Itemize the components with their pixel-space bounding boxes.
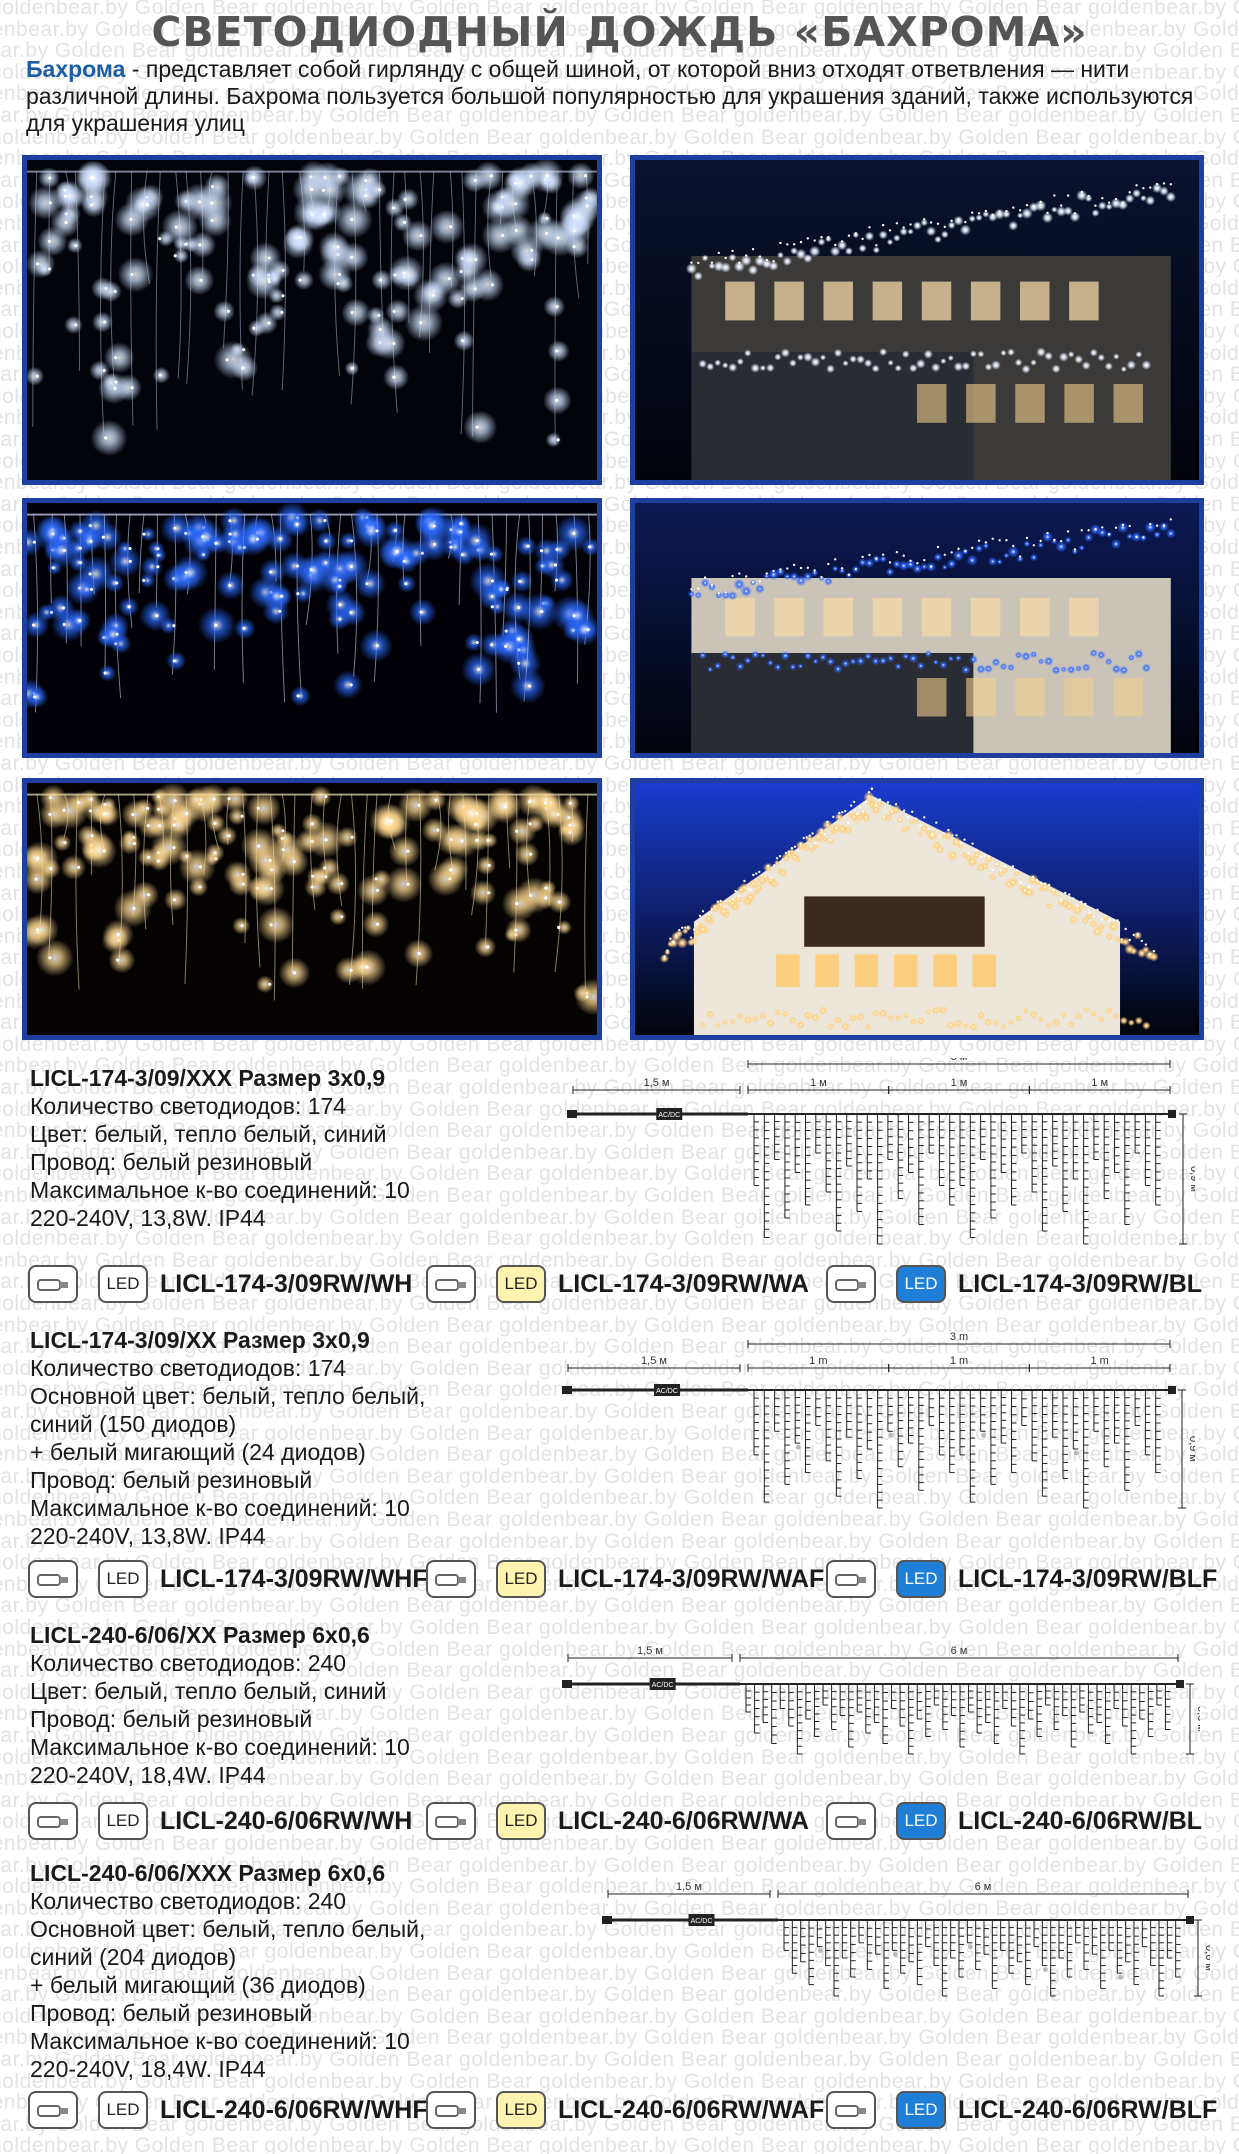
flash-led-marker [1118,1975,1123,1980]
dimension-label: 1 m [809,1355,828,1367]
height-label: 0,6 [1203,1945,1210,1961]
watermark-row: Gold [1192,212,1239,235]
dimension-label: 6 м [950,1645,968,1657]
dimension-label: 1 m [1090,1355,1109,1367]
flash-led-marker [981,1433,986,1438]
watermark-row: Gold [1192,989,1239,1013]
watermark-row: ar.by Golden Bear goldenbear.by Golden Bear goldenbear.by Golden Bear goldenbear.by Golden Bear goldenbear.by Golden B [0,1724,1239,1747]
dimension-label: 1,5 м [676,1881,702,1893]
spec-header: LICL-174-3/09/XXX Размер 3х0,9 [30,1065,386,1091]
watermark-row: nbear.by Golden Bear goldenbear.by Golden Bear goldenbear.by Golden Bear goldenbear.by Golden Bear goldenbear.by Gold [3,1767,1239,1791]
product-code: LICL-240-6/06RW/WA [558,1807,809,1835]
watermark-row: ar. Golden Bear goldenbear.by Golden Golden Bear goldenbear.by Bear goldenbear.by Golden B [0,1270,1239,1294]
plug-icon [28,1802,78,1840]
height-label: 0,6 [1195,1706,1200,1722]
watermark-row: goldenbear.by Golden Bear goldenbear.by Golden Bear goldenbear.by Golden Bear goldenbear.by Golden Bear goldenbear.by [0,1875,1227,1899]
watermark-row: goldenbear.by [539,644,678,667]
intro-keyword: Бахрома [26,56,126,82]
product-code: LICL-240-6/06RW/BL [958,1807,1203,1835]
watermark-row: Gold [1192,600,1239,624]
diagram-2 [560,1322,1195,1522]
product-code: LICL-174-3/09RW/WH [160,1270,413,1298]
watermark-row: B [1229,816,1239,840]
watermark-row: ar.by Golden Bear goldenbear.by Golden Bear goldenbear.by Golden Bear goldenbear.by Golden Bear goldenbear.by Golden B [0,1464,1239,1488]
watermark-row: goldenbear.by [539,903,678,927]
watermark-row: goldenbear.by [539,449,678,473]
page-title: СВЕТОДИОДНЫЙ ДОЖДЬ «БАХРОМА» [151,8,1088,56]
flash-led-marker [1043,1967,1048,1972]
watermark-row: B [1229,557,1239,581]
spec-line: Количество светодиодов: 240 [30,1888,347,1914]
led-badge: LED [896,1802,946,1840]
spec-block-4 [30,1859,470,2083]
watermark-row: ar.by Golden Bear goldenbear.by Golden Bear goldenbear.by Golden Bear goldenbear.by Golden Bear goldenbear.by Golden B [0,1659,1239,1683]
plug-icon [826,1265,876,1303]
watermark-row: goldenbear.by Golden Bear goldenbear.by Golden Bear goldenbear.by Golden Bear goldenbear.by Golden Bear goldenbear.by [0,1356,1227,1380]
spec-header: LICL-174-3/09/XX Размер 3х0,9 [30,1327,370,1353]
product-code: LICL-240-6/06RW/WHF [160,2096,428,2124]
spec-line: 220-240V, 18,4W. IP44 [30,1762,266,1788]
watermark-row: Gold [1192,924,1239,948]
watermark-row: ar.by Golden Bear goldenbear.by Golden Bear goldenbear.by Golden Bear goldenbear.by Golden Bear goldenbear.by Golden B [0,2048,1239,2071]
watermark-row: goldenbear.by Golden Bear goldenbear.by Golden Bear goldenbear.by Golden Bear goldenbear.by Golden Bear goldenbear.by [0,1227,1227,1251]
watermark-row: B [1229,492,1239,516]
watermark-row: nbear.by Golden Bear goldenbear.by Golden Bear goldenbear.by Golden Bear goldenbear.by Golden Bear goldenbear.by Gold [3,1832,1239,1855]
led-badge: LED [496,2091,546,2129]
watermark-row: goldenbear.by [539,514,678,538]
watermark-row: ar.by Golden Bear goldenbear.by Golden Bear goldenbear.by Golden Bear goldenbear.by Golden Bear goldenbear.by Golden B [0,1529,1239,1553]
spec-block-3 [30,1621,470,1789]
watermark-row: ar.by Golden Bear goldenbear.by Golden Bear goldenbear.by Golden Bear goldenbear.by Golden Bear goldenbear.by Golden B [0,1853,1239,1877]
watermark-row: nbear.by Golden Bear goldenbear.by Golden Bear goldenbear.by Golden Bear goldenbear.by Golden Bear goldenbear.by Gold [3,1313,1239,1337]
spec-line: Основной цвет: белый, тепло белый, [30,1383,426,1409]
watermark-row: ar.by Golden Bear goldenbear.by Golden Bear goldenbear.by Golden Bear goldenbear.by Golden Bear goldenbear.by Golden B [0,1594,1239,1618]
spec-line: Количество светодиодов: 174 [30,1355,347,1381]
plug-icon [28,1265,78,1303]
led-badge: LED [98,1560,148,1598]
flash-led-marker [796,1445,801,1450]
watermark-row: Golden Bear goldenbear.by goldenbear.by Golden Bear goldenbear.by Golden Bear goldenbear.by [134,1551,1227,1575]
product-code: LICL-174-3/09RW/WAF [558,1565,825,1593]
flash-led-marker [893,1952,898,1957]
product-code: LICL-240-6/06RW/BLF [958,2096,1218,2124]
product-code: LICL-174-3/09RW/WA [558,1270,809,1298]
watermark-row: B [1229,881,1239,905]
spec-line: + белый мигающий (24 диодов) [30,1439,366,1465]
plug-icon [426,1265,476,1303]
watermark-row: nbear.by Golden Bear goldenbear.by Golden Bear goldenbear.by Golden Bear goldenbear.by Golden Bear goldenbear.by Gold [3,1896,1239,1920]
spec-line: 220-240V, 18,4W. IP44 [30,2056,266,2082]
photo-building-blue [630,498,1204,758]
spec-line: Максимальное к-во соединений: 10 [30,1734,410,1760]
watermark-row: goldenbear.by Golden Bear goldenbear.by Golden Bear goldenbear.by Golden Bear goldenbear.by Golden Bear goldenbear.by [0,1032,1227,1056]
watermark-row: goldenbear.by [539,773,678,797]
watermark-row: nbear.by Golden Bear goldenbear.by Golden Bear goldenbear.by Golden Bear goldenbear.by Golden Bear goldenbear.by Gold [3,1637,1239,1661]
watermark-row: nbear.by Golden Bear goldenbear.by Golden Bear goldenbear.by Golden Bear goldenbear.by Golden Bear goldenbear.by Gold [3,1508,1239,1531]
watermark-row: B [1229,946,1239,970]
plug-icon [426,1802,476,1840]
watermark-row: Gold [1192,471,1239,495]
watermark-row: Gold [1192,795,1239,819]
watermark-row: goldenbear.by Golden Bear goldenbear.by Golden Bear goldenbear.by Golden Bear goldenbear.by Golden Bear goldenbear.by [0,1940,1227,1963]
watermark-row: nbear.by Golden Bear goldenbear.by Golden Bear goldenbear.by Golden Bear goldenbear.by Golden Bear goldenbear.by Gold [3,1119,1239,1143]
spec-line: Максимальное к-во соединений: 10 [30,1177,410,1203]
watermark-row: ar.by Golden Bear goldenbear.by Golden Bear goldenbear.by Golden Bear goldenbear.by Golden Bear goldenbear.by Golden B [0,1918,1239,1942]
plug-icon [28,1560,78,1598]
watermark-row: goldenbear.by [539,968,678,991]
led-badge: LED [896,1560,946,1598]
watermark-row: ar.by Golden Bear goldenbear.by Golden Bear goldenbear.by Golden Bear goldenbear.by Golden Bear goldenbear.by Golden B [0,752,1239,775]
spec-line: Провод: белый резиновый [30,2000,313,2026]
watermark-row: nbear.by Golden Bear goldenbear.by Golden Bear goldenbear.by Golden Bear goldenbear.by Golden Bear goldenbear.by Gold [3,17,1239,41]
watermark-row: goldenbear.by Golden Bear goldenbear.by Golden Bear goldenbear.by Golden Bear goldenbear.by Golden Bear goldenbear.by [0,1421,1227,1445]
led-badge: LED [98,2091,148,2129]
watermark-row: Gold [1192,341,1239,365]
watermark-row: B [1229,298,1239,322]
spec-line: Провод: белый резиновый [30,1706,313,1732]
spec-line: Максимальное к-во соединений: 10 [30,2028,410,2054]
watermark-row: goldenbear.by Golden Bear goldenbear.by Golden Bear goldenbear.by Golden Bear goldenbear.by Golden Bear goldenbear.by [0,2004,1227,2028]
watermark-row: Gold [1192,730,1239,754]
watermark-row: goldenbear.by Golden Bear goldenbear.by Golden Bear goldenbear.by Golden Bear goldenbear.by Golden Bear goldenbear.by [0,1162,1227,1186]
watermark-row: nbear.by Golden Bear goldenbear.by Golden Bear goldenbear.by Golden Bear goldenbear.by Golden Bear goldenbear.by Gold [3,1248,1239,1272]
watermark-row: ar.by Golden Bear goldenbear.by Golden Bear goldenbear.by Golden Bear goldenbear.by Golden Bear goldenbear.by Golden B [0,1788,1239,1812]
watermark-row: ar.by Golden Bear goldenbear.by Golden Bear goldenbear.by Golden Bear goldenbear.by Golden Bear goldenbear.by Golden B [0,1335,1239,1359]
watermark-row: goldenbear.by Golden Bear goldenbear.by Golden Bear goldenbear.by Golden Bear goldenbear.by Golden Bear goldenbear.by [0,125,1227,149]
watermark-row: B [1229,687,1239,711]
product-code: LICL-174-3/09RW/BLF [958,1565,1218,1593]
watermark-row: goldenbear.by Golden Bear goldenbear.by Golden Bear goldenbear.by Golden Bear goldenbear.by Golden Bear goldenbear.by [0,1292,1227,1315]
watermark-row: ar.by Golden Bear goldenbear.by Golden Bear goldenbear.by Golden Bear goldenbear.by Golden Bear goldenbear.by Golden B [0,39,1239,63]
watermark-row: B [1229,168,1239,192]
height-label: 0,9 [1188,1166,1195,1182]
adapter-label: AC/DC [656,1388,678,1395]
watermark-row: Gold [1192,276,1239,300]
flash-led-marker [888,1433,893,1438]
watermark-row: goldenbear.by Golden Bear goldenbear.by Golden Bear goldenbear.by Golden Bear goldenbear.by Golden Bear goldenbear.by [0,2134,1227,2154]
plug-end [562,1386,572,1394]
watermark-row: B [1229,363,1239,387]
watermark-row: ar.by Golden Bear goldenbear.by Golden Bear goldenbear.by Golden Bear goldenbear.by Golden Bear goldenbear.by Golden B [0,1983,1239,2007]
led-badge: LED [496,1560,546,1598]
watermark-row: goldenbear.by [539,579,678,603]
watermark-row: nbear.by Golden Bear goldenbear.by Golden Bear goldenbear.by Golden Bear goldenbear.by Golden Bear goldenbear.by Gold [3,1184,1239,1207]
watermark-row: goldenbear.by Golden Bear goldenbear.by Golden Bear goldenbear.by Golden Bear goldenbear.by Golden Bear goldenbear.by [0,0,1227,19]
product-code: LICL-240-6/06RW/WAF [558,2096,825,2124]
spec-block-1 [30,1064,470,1232]
watermark-row: Gold [1192,147,1239,171]
dimension-label: 1,5 м [643,1077,670,1089]
dimension-label: 1,5 м [637,1645,663,1657]
watermark-row: ar.by Golden Bear goldenbear.by Golden Bear goldenbear.by Golden Bear goldenbear.by Golden Bear goldenbear.by Golden B [0,1400,1239,1423]
dimension-label: 1 м [1091,1077,1109,1089]
watermark-row: ar.by Golden Bear goldenbear.by Golden Bear goldenbear.by Golden Bear goldenbear.by Golden Bear goldenbear.by Golden B [0,1140,1239,1164]
watermark-row: nbear.by Golden Bear goldenbear.by Golden Bear Bear goldenbear.by Golden Bear goldenbear.by Gold [3,1378,1239,1402]
spec-line: Количество светодиодов: 240 [30,1650,347,1676]
plug-icon [826,1802,876,1840]
watermark-row: goldenbear.by [539,190,678,214]
watermark-row: Gold [1192,860,1239,883]
plug-end [562,1680,572,1688]
watermark-row: goldenbear.by Golden Bear goldenbear.by Golden Bear goldenbear.by Golden Bear goldenbear.by Golden Bear goldenbear.by [0,1097,1227,1121]
dimension-label [951,1058,968,1063]
product-code: LICL-174-3/09RW/BL [958,1270,1203,1298]
spec-header: LICL-240-6/06/XX Размер 6х0,6 [30,1622,370,1648]
watermark-row: nbear.by Golden Bear goldenbear.by Golden Bear goldenbear.by Golden Bear goldenbear.by Golden Bear goldenbear.by Gold [3,2026,1239,2050]
plug-icon [426,1560,476,1598]
plug-icon [826,1560,876,1598]
photo-house-warm [630,778,1204,1040]
diagram-1 [565,1058,1195,1258]
watermark-row: ar.by Golden Bear goldenbear.by Golden Bear goldenbear.by Golden Bear goldenbear.by Golden Bear goldenbear.by Golden B [0,104,1239,127]
spec-line: Количество светодиодов: 174 [30,1093,347,1119]
watermark-row: Bear goldenbear.by Golden goldenbear.by Golden Bear Golden Bear goldenbear.by Gold [171,2091,1239,2115]
watermark-row: goldenbear.by [539,320,678,343]
intro-text [26,56,1216,137]
watermark-row: B [1229,428,1239,451]
spec-line: Основной цвет: белый, тепло белый, [30,1916,426,1942]
dimension-label: 1 м [809,1077,827,1089]
adapter-label: AC/DC [658,1112,681,1119]
diagram-3 [560,1644,1200,1769]
led-badge: LED [98,1802,148,1840]
intro-description: - представляет собой гирлянду с общей шиной, от которой вниз отходят ответвления — нити различной длины. Бахрома пользуется большой популярностью для украшения зданий, также используются для украшения улиц [26,56,1194,136]
watermark-row: Bear goldenbear.by Golden goldenbear.by Golden Bear Golden Bear goldenbear.by Gold [171,1572,1239,1596]
spec-line: синий (204 диодов) [30,1944,237,1970]
spec-line: Провод: белый резиновый [30,1467,313,1493]
watermark-row: nbear.by Golden Bear goldenbear.by Golden Bear goldenbear.by Golden Bear goldenbear.by Golden Bear goldenbear.by Gold [3,1702,1239,1726]
watermark-row: goldenbear.by Golden Bear goldenbear.by Golden Bear goldenbear.by Golden Bear goldenbear.by Golden Bear goldenbear.by [0,1616,1227,1639]
dimension-label: 1 m [949,1355,969,1367]
watermark-row: B [1229,233,1239,257]
spec-line: синий (150 диодов) [30,1411,237,1437]
watermark-row: goldenbear.by Golden Bear goldenbear.by Golden Bear goldenbear.by Golden Bear goldenbear.by Golden Bear goldenbear.by [0,60,1227,84]
photo-icicles-white [22,155,602,485]
plug-end [602,1916,612,1924]
flash-led-marker [968,1944,973,1949]
watermark-row: goldenbear.by Golden Bear goldenbear.by Golden Bear goldenbear.by Golden Bear Golden Bear goldenbear.by [0,1680,1227,1704]
led-badge: LED [496,1265,546,1303]
dimension-label: 6 м [974,1881,992,1893]
watermark-row: goldenbear.by Golden Bear goldenbear.by Golden Bear goldenbear.by Golden Bear goldenbear.by Golden Bear goldenbear.by [0,2069,1227,2093]
spec-line: 220-240V, 13,8W. IP44 [30,1205,266,1231]
dimension-label: 1 м [950,1077,968,1089]
watermark-row: ar.by Golden Bear goldenbear.by Golden Bear goldenbear.by Golden Bear goldenbear.by Golden Bear goldenbear.by Golden B [0,1205,1239,1229]
led-badge: LED [98,1265,148,1303]
led-badge: LED [896,2091,946,2129]
spec-line: Цвет: белый, тепло белый, синий [30,1121,387,1147]
diagram-4 [600,1880,1210,2010]
photo-icicles-blue [22,498,602,758]
watermark-row: ar. Golden Bear goldenbear.by Golden Golden Bear goldenbear.by Bear goldenbear.by Golden B [0,2112,1239,2136]
adapter-label: AC/DC [690,1918,713,1925]
flash-led-marker [1074,1451,1079,1456]
watermark-row: goldenbear.by [539,708,678,732]
led-badge: LED [896,1265,946,1303]
watermark-row: goldenbear.by [539,838,678,862]
led-badge: LED [496,1802,546,1840]
watermark-row: nbear.by Golden Bear goldenbear.by Golden Bear goldenbear.by Golden Bear goldenbear.by Golden Bear goldenbear.by Gold [3,1054,1239,1078]
watermark-row: Gold [1192,536,1239,559]
plug-icon [426,2091,476,2129]
watermark-row: nbear.by Golden Bear goldenbear.by Golden Bear goldenbear.by Golden Bear goldenbear.by Golden Bear goldenbear.by Gold [3,1443,1239,1467]
dimension-label: 1,5 м [641,1355,667,1367]
watermark-row: Gold [1192,665,1239,689]
adapter-label: AC/DC [651,1682,674,1689]
flash-led-marker [818,1948,823,1953]
watermark-row: goldenbear.by [539,384,678,408]
plug-icon [826,2091,876,2129]
watermark-row: ar.by Golden Bear goldenbear.by Golden Bear goldenbear.by Golden Bear goldenbear.by Golden Bear goldenbear.by Golden B [0,1076,1239,1099]
product-code: LICL-174-3/09RW/WHF [160,1565,428,1593]
watermark-row: nbear.by Golden Bear goldenbear.by Golden Bear goldenbear.by Golden Bear goldenbear.by Golden Bear Gold [3,1961,1239,1985]
spec-line: + белый мигающий (36 диодов) [30,1972,366,1998]
watermark-row: Gold [1192,406,1239,430]
plug-end [567,1110,577,1118]
spec-line: Цвет: белый, тепло белый, синий [30,1678,387,1704]
watermark-row: goldenbear.by Golden Bear goldenbear.by Golden Bear goldenbear.by Golden Bear goldenbear.by Golden Bear goldenbear.by [0,1745,1227,1769]
watermark-row: goldenbear.by [539,255,678,279]
watermark-row: goldenbear.by Golden Bear goldenbear.by Golden Bear goldenbear.by Golden Bear goldenbear.by Golden Bear goldenbear.by [0,1486,1227,1510]
spec-line: Провод: белый резиновый [30,1149,313,1175]
watermark-row: B [1229,622,1239,646]
product-code: LICL-240-6/06RW/WH [160,1807,413,1835]
plug-icon [28,2091,78,2129]
watermark-row: Golden Bear goldenbear.by goldenbear.by Golden Bear goldenbear.by Golden Bear goldenbear.by [134,1810,1227,1834]
spec-header: LICL-240-6/06/XXX Размер 6х0,6 [30,1860,386,1886]
watermark-row: nbear.by Golden Bear goldenbear.by Golden Bear goldenbear.by Golden Bear goldenbear.by Golden Bear goldenbear.by Gold [3,82,1239,106]
dimension-label: 3 m [949,1331,969,1343]
height-label: 0,9 [1187,1436,1195,1452]
watermark-row: B [1229,1011,1239,1035]
spec-block-2 [30,1326,470,1550]
photo-icicles-warm [22,778,602,1040]
spec-line: 220-240V, 13,8W. IP44 [30,1523,266,1549]
photo-building-white [630,155,1204,485]
spec-line: Максимальное к-во соединений: 10 [30,1495,410,1521]
